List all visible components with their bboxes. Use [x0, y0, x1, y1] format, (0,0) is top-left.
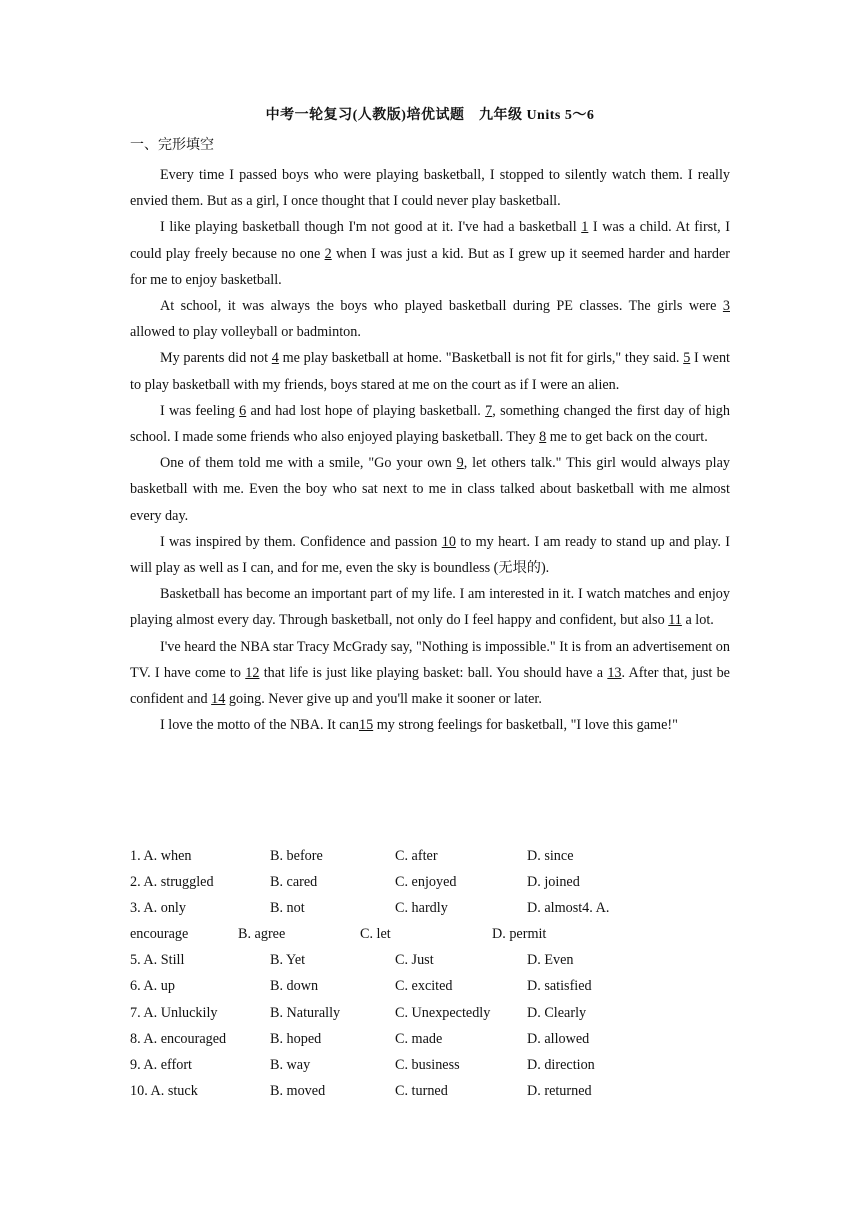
option-b: B. Naturally [270, 1004, 341, 1021]
option-row [130, 1078, 750, 1104]
option-c: C. business [395, 1056, 460, 1073]
blank-12: 12 [245, 664, 260, 681]
option-c: C. excited [395, 978, 453, 995]
option-d: D. almost4. A. [527, 900, 610, 917]
option-b: B. not [270, 900, 305, 917]
option-row [130, 1052, 750, 1078]
answer-options [130, 843, 750, 1104]
blank-7: 7 [485, 402, 493, 419]
section-heading: 一、完形填空 [130, 138, 214, 153]
option-b: B. down [270, 978, 319, 995]
option-d: D. Clearly [527, 1004, 587, 1021]
paragraph-2: I like playing basketball though I'm not good at it. I've had a basketball 1 I was a child. At first, I could play freely because no one 2 when I was just a kid. But as I grew up it seemed harder and harder for me to enjoy basketball. [130, 214, 730, 293]
option-row [130, 973, 750, 999]
blank-9: 9 [456, 455, 464, 472]
option-a: encourage [130, 926, 189, 943]
option-row [130, 921, 750, 947]
blank-11: 11 [668, 612, 682, 629]
option-a: 10. A. stuck [130, 1082, 198, 1099]
blank-13: 13 [607, 664, 622, 681]
option-a: 5. A. Still [130, 952, 185, 969]
option-b: B. agree [238, 926, 286, 943]
option-a: 3. A. only [130, 900, 186, 917]
option-row [130, 1000, 750, 1026]
paragraph-7: I was inspired by them. Confidence and passion 10 to my heart. I am ready to stand up and play. I will play as well as I can, and for me, even the sky is boundless (无垠的). [130, 529, 730, 581]
option-d: D. allowed [527, 1030, 590, 1047]
paragraph-9: I've heard the NBA star Tracy McGrady say, "Nothing is impossible." It is from an advertisement on TV. I have come to 12 that life is just like playing basket: ball. You should have a 13. After that, just be confident and 14 going. Never give up and you'll make it sooner or later. [130, 634, 730, 713]
blank-10: 10 [441, 533, 456, 550]
blank-6: 6 [239, 402, 247, 419]
option-a: 2. A. struggled [130, 874, 214, 891]
blank-4: 4 [271, 350, 279, 367]
blank-3: 3 [722, 298, 730, 315]
blank-14: 14 [211, 691, 226, 708]
option-c: C. let [360, 926, 391, 943]
option-b: B. before [270, 848, 323, 864]
blank-5: 5 [683, 350, 691, 367]
option-a: 7. A. Unluckily [130, 1004, 218, 1021]
blank-15: 15 [358, 717, 374, 734]
option-a: 8. A. encouraged [130, 1030, 227, 1047]
option-d: D. joined [527, 874, 580, 891]
option-b: B. hoped [270, 1030, 322, 1047]
option-c: C. turned [395, 1082, 448, 1099]
option-c: C. Just [395, 952, 434, 969]
option-a: 9. A. effort [130, 1056, 192, 1073]
option-b: B. cared [270, 874, 318, 891]
option-c: C. hardly [395, 900, 448, 917]
option-row [130, 947, 750, 973]
paragraph-3: At school, it was always the boys who played basketball during PE classes. The girls were 3 allowed to play volleyball or badminton. [130, 293, 730, 345]
option-row [130, 843, 750, 869]
option-b: B. moved [270, 1082, 326, 1099]
option-c: C. Unexpectedly [395, 1004, 491, 1021]
paragraph-5: I was feeling 6 and had lost hope of playing basketball. 7, something changed the first day of high school. I made some friends who also enjoyed playing basketball. They 8 me to get back on the court. [130, 398, 730, 450]
page-title: 中考一轮复习(人教版)培优试题 九年级 Units 5～6 [265, 108, 595, 123]
blank-1: 1 [581, 219, 589, 236]
paragraph-10: I love the motto of the NBA. It can15 my strong feelings for basketball, "I love this game!" [130, 712, 730, 738]
option-c: C. made [395, 1030, 443, 1047]
option-d: D. returned [527, 1082, 592, 1099]
option-d: D. direction [527, 1056, 595, 1073]
option-b: B. Yet [270, 952, 306, 969]
blank-8: 8 [539, 429, 547, 446]
option-b: B. way [270, 1056, 311, 1073]
option-row [130, 869, 750, 895]
option-d: D. since [527, 848, 574, 864]
option-row [130, 1026, 750, 1052]
cloze-passage [130, 162, 730, 738]
option-d: D. Even [527, 952, 574, 969]
paragraph-8: Basketball has become an important part of my life. I am interested in it. I watch matches and enjoy playing almost every day. Through basketball, not only do I feel happy and confident, but also 11 a lot. [130, 581, 730, 633]
paragraph-6: One of them told me with a smile, "Go your own 9, let others talk." This girl would always play basketball with me. Even the boy who sat next to me in class talked about basketball with me almost every day. [130, 450, 730, 529]
paragraph-4: My parents did not 4 me play basketball at home. "Basketball is not fit for girls," they said. 5 I went to play basketball with my friends, boys stared at me on the court as if I were an alien. [130, 345, 730, 397]
option-row [130, 895, 750, 921]
option-c: C. enjoyed [395, 874, 457, 891]
blank-2: 2 [324, 245, 332, 262]
option-a: 6. A. up [130, 978, 175, 995]
option-d: D. permit [492, 926, 547, 943]
paragraph-1: Every time I passed boys who were playing basketball, I stopped to silently watch them. I really envied them. But as a girl, I once thought that I could never play basketball. [130, 167, 730, 210]
option-d: D. satisfied [527, 978, 592, 995]
option-c: C. after [395, 848, 438, 864]
option-a: 1. A. when [130, 848, 192, 864]
